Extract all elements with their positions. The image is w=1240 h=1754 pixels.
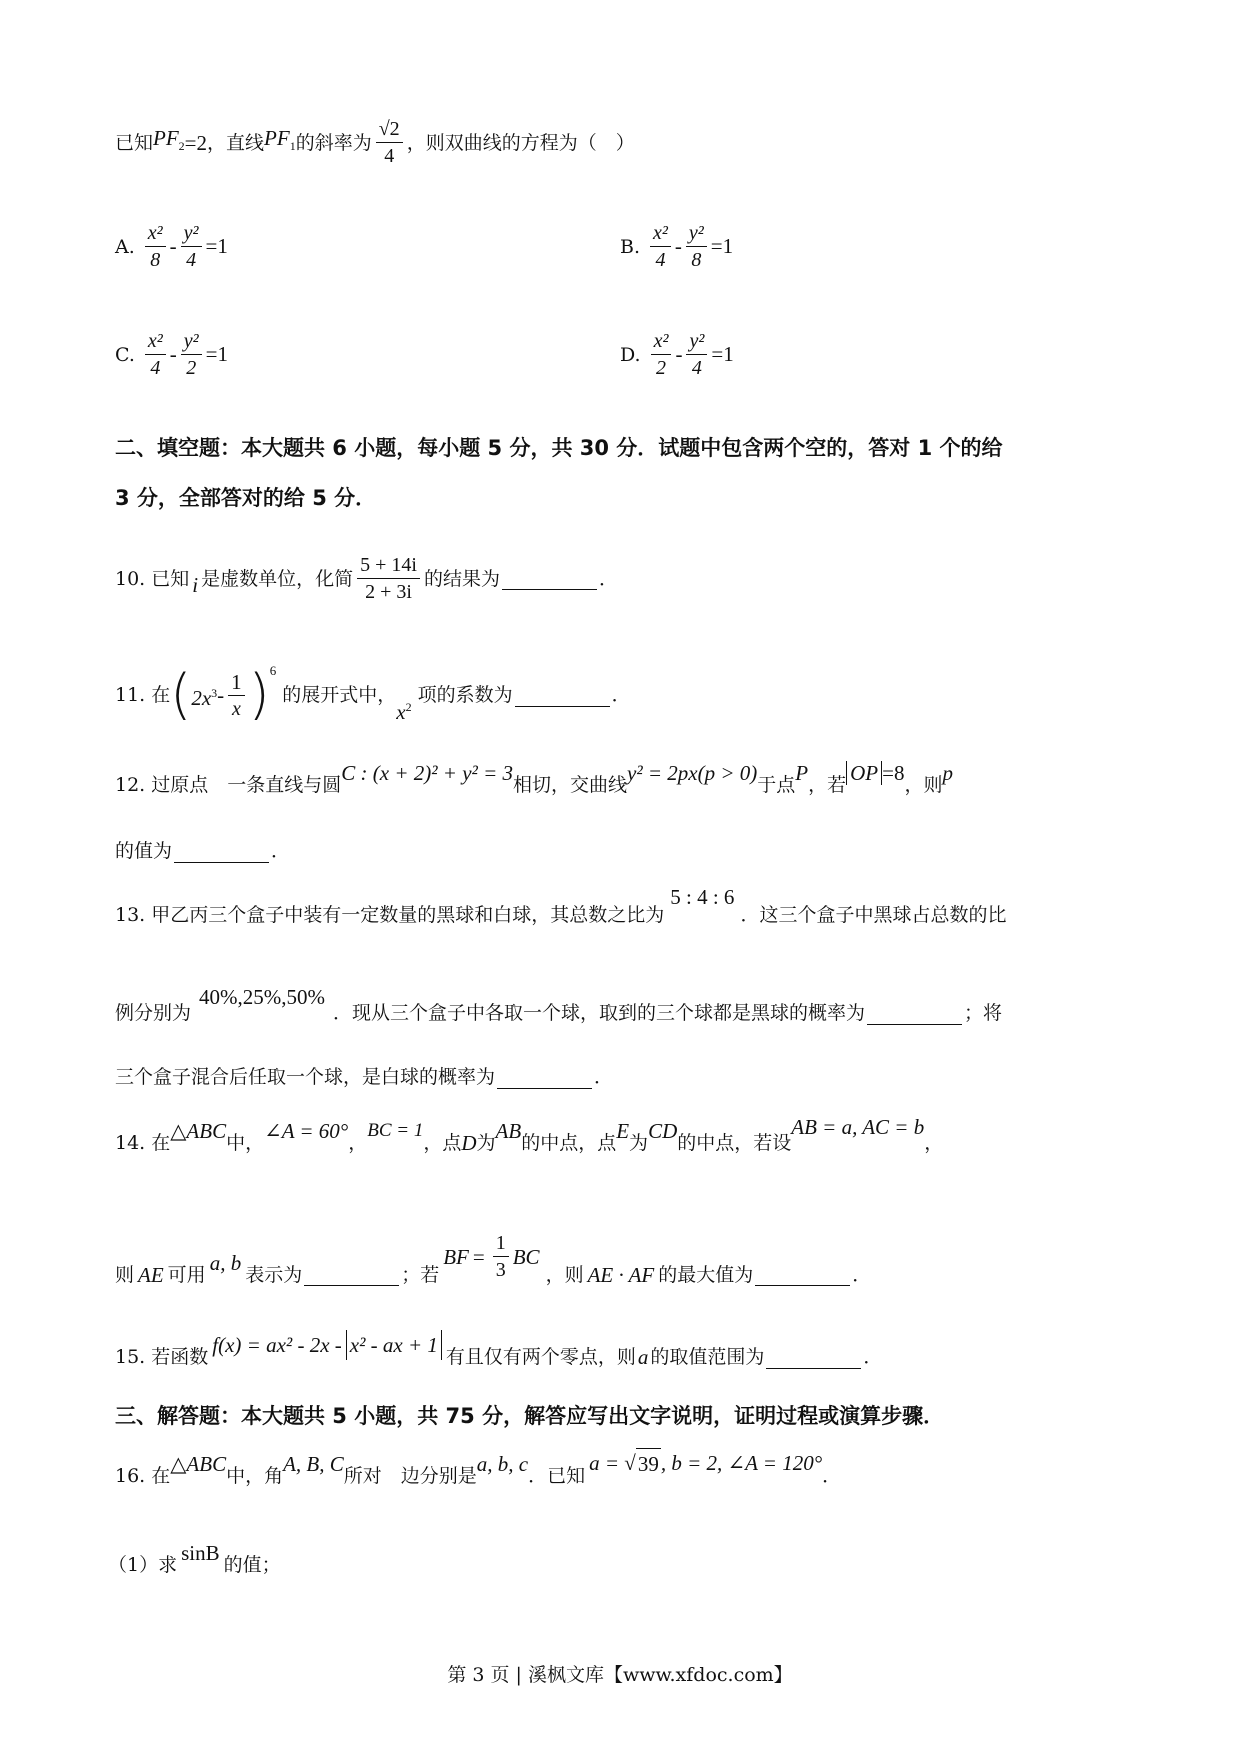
pf1: $PF_1$	[264, 126, 296, 154]
imaginary-unit: i	[192, 572, 199, 597]
q9-slope-text: 的斜率为	[295, 131, 372, 154]
q14-line2: 则 AE 可用 a, b 表示为 ；若 BF = $\frac{1}{3}$ BC ，则 AE · AF 的最大值为 ．	[115, 1232, 872, 1287]
q12-blank[interactable]	[174, 840, 269, 863]
q16-part1: （1）求 sinB 的值；	[108, 1550, 1150, 1580]
q11-blank[interactable]	[515, 684, 610, 707]
q10-fraction: $\frac{5 + 14i}{2 + 3i}$	[357, 554, 420, 603]
pf2-value: =2	[184, 130, 208, 155]
pf2: $PF_2$	[153, 126, 185, 154]
q14-blank-1[interactable]	[304, 1263, 399, 1286]
q10: 10. 已知 i 是虚数单位，化简 $\frac{5 + 14i}{2 + 3i}$ 的结果为 ．	[115, 554, 618, 603]
curve-equation: y² = 2px(p > 0)	[627, 761, 758, 785]
section2-heading-line1: 二、填空题：本大题共 6 小题，每小题 5 分，共 30 分．试题中包含两个空的，答对 1 个的给	[115, 436, 1003, 460]
q14: 14. 在 △ABC 中， ∠A = 60° ， BC = 1 ，点 D 为 AB 的中点，点 E 为 CD 的中点，若设 AB = a, AC = b ，	[115, 1115, 944, 1155]
section2-heading-line2: 3 分，全部答对的给 5 分．	[115, 486, 377, 510]
sinb: sinB	[181, 1541, 220, 1565]
exponent: 6	[269, 663, 277, 678]
option-c[interactable]: C. $\frac{\text{x²}}{4}$ - $\frac{\text{y²}}{2}$ =1	[115, 330, 228, 379]
q15-blank[interactable]	[766, 1346, 861, 1369]
ratio: 5 : 4 : 6	[670, 885, 735, 909]
section3-heading: 三、解答题：本大题共 5 小题，共 75 分，解答应写出文字说明，证明过程或演算步骤．	[115, 1404, 945, 1428]
slope-fraction: $\frac{√2}{4}$	[376, 118, 403, 167]
circle-equation: C : (x + 2)² + y² = 3	[341, 761, 513, 785]
option-d[interactable]: D. $\frac{\text{x²}}{2}$ - $\frac{\text{y²}}{4}$ =1	[620, 330, 734, 379]
q14-blank-2[interactable]	[755, 1263, 850, 1286]
page-footer: 第 3 页 | 溪枫文库【www.xfdoc.com】	[447, 1664, 793, 1686]
q12: 12. 过原点 一条直线与圆 C : (x + 2)² + y² = 3 相切，交曲线 y² = 2px(p > 0) 于点 P ，若 OP =8 ，则 p	[115, 770, 1150, 800]
function-expression: f(x) = ax² - 2x -	[212, 1333, 342, 1357]
given-values: a = √ 39 , b = 2, ∠A = 120°	[589, 1448, 822, 1479]
q13: 13. 甲乙丙三个盒子中装有一定数量的黑球和白球，其总数之比为 5 : 4 : 6 ．这三个盒子中黑球占总数的比	[115, 900, 1150, 930]
left-paren: (	[170, 663, 192, 726]
option-a[interactable]: A. $\frac{\text{x²}}{8}$ - $\frac{\text{y²}}{4}$ =1	[115, 222, 228, 271]
q10-blank[interactable]	[502, 567, 597, 590]
q9-stem	[115, 118, 1150, 167]
option-b[interactable]: B. $\frac{\text{x²}}{4}$ - $\frac{\text{y²}}{8}$ =1	[620, 222, 734, 271]
right-paren: )	[248, 663, 270, 726]
q16: 16. 在 △ABC 中，角 A, B, C 所对 边分别是 a, b, c ．已知 a = √ 39 , b = 2, ∠A = 120° ．	[115, 1460, 1150, 1491]
q9-prefix: 已知	[115, 131, 154, 154]
q15: 15. 若函数 f(x) = ax² - 2x - x² - ax + 1 有且仅有两个零点，则 a 的取值范围为 ．	[115, 1342, 1150, 1372]
q13-blank-2[interactable]	[497, 1066, 592, 1089]
q13-line2: 例分别为 40%,25%,50% ．现从三个盒子中各取一个球，取到的三个球都是黑球的概率为 ；将	[115, 998, 1150, 1028]
q9-suffix: ，则双曲线的方程为（ ）	[406, 131, 635, 154]
q13-blank-1[interactable]	[867, 1002, 962, 1025]
q13-line3: 三个盒子混合后任取一个球，是白球的概率为 ．	[115, 1066, 614, 1088]
q12-line2: 的值为 ．	[115, 840, 291, 862]
q11: 11. 在 ( $2x^3$ - $\frac{1}{x}$ ) 6 的展开式中， $x^2$ 项的系数为 ．	[115, 668, 1150, 722]
triangle-abc: △ABC	[170, 1119, 227, 1143]
percentages: 40%,25%,50%	[199, 985, 325, 1009]
q9-mid: ，直线	[207, 131, 265, 154]
